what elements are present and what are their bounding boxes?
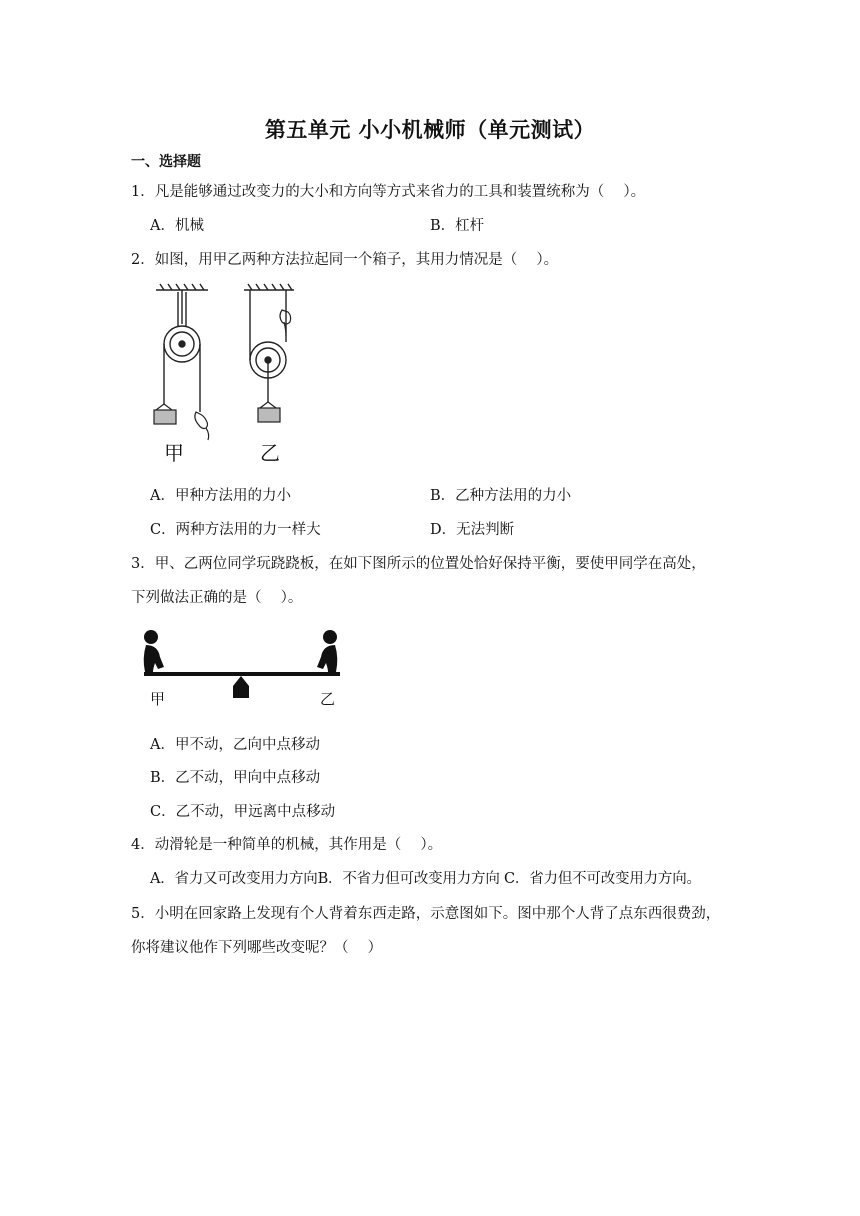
seesaw-figure bbox=[140, 628, 345, 713]
q3-option-b[interactable]: B．乙不动，甲向中点移动 bbox=[150, 770, 321, 786]
question-3-stem-line1: 3．甲、乙两位同学玩跷跷板，在如下图所示的位置处恰好保持平衡，要使甲同学在高处， bbox=[131, 556, 706, 572]
q3-option-c[interactable]: C．乙不动，甲远离中点移动 bbox=[150, 804, 336, 820]
q2-option-b[interactable]: B．乙种方法用的力小 bbox=[430, 488, 572, 504]
page-title: 第五单元 小小机械师（单元测试） bbox=[264, 118, 596, 142]
movable-pulley-yi bbox=[250, 290, 286, 402]
q4-options[interactable]: A．省力又可改变用力方向B．不省力但可改变用力方向 C．省力但不可改变用力方向。 bbox=[150, 871, 701, 887]
question-4-stem: 4．动滑轮是一种简单的机械，其作用是（ ）。 bbox=[131, 837, 443, 853]
q2-option-a[interactable]: A．甲种方法用的力小 bbox=[150, 488, 291, 504]
fixed-pulley-jia bbox=[164, 290, 200, 412]
seesaw-plank bbox=[144, 672, 340, 676]
question-5-stem-line2: 你将建议他作下列哪些改变呢？（ ） bbox=[131, 940, 383, 956]
q1-option-a[interactable]: A．机械 bbox=[150, 218, 204, 234]
box-jia bbox=[154, 404, 176, 424]
section-heading: 一、选择题 bbox=[131, 154, 201, 170]
person-jia-icon bbox=[144, 630, 164, 672]
figure-label-jia: 甲 bbox=[164, 441, 184, 465]
hand-jia-icon bbox=[195, 412, 209, 440]
seesaw-label-yi: 乙 bbox=[320, 690, 336, 708]
seesaw-fulcrum bbox=[233, 676, 249, 698]
q2-option-c[interactable]: C．两种方法用的力一样大 bbox=[150, 522, 321, 538]
seesaw-label-jia: 甲 bbox=[150, 690, 166, 708]
figure-label-yi: 乙 bbox=[260, 441, 280, 465]
ceiling-jia bbox=[156, 284, 208, 290]
person-yi-icon bbox=[317, 630, 337, 672]
question-1-stem: 1．凡是能够通过改变力的大小和方向等方式来省力的工具和装置统称为（ ）。 bbox=[131, 184, 646, 200]
q1-option-b[interactable]: B．杠杆 bbox=[430, 218, 485, 234]
question-5-stem-line1: 5．小明在回家路上发现有个人背着东西走路，示意图如下。图中那个人背了点东西很费劲， bbox=[131, 906, 721, 922]
question-3-stem-line2: 下列做法正确的是（ ）。 bbox=[131, 590, 303, 606]
ceiling-yi bbox=[244, 284, 294, 290]
q3-option-a[interactable]: A．甲不动，乙向中点移动 bbox=[150, 737, 320, 753]
question-2-stem: 2．如图，用甲乙两种方法拉起同一个箱子，其用力情况是（ ）。 bbox=[131, 252, 559, 268]
pulley-figure bbox=[150, 282, 300, 467]
q2-option-d[interactable]: D．无法判断 bbox=[430, 522, 515, 538]
box-yi bbox=[258, 402, 280, 422]
